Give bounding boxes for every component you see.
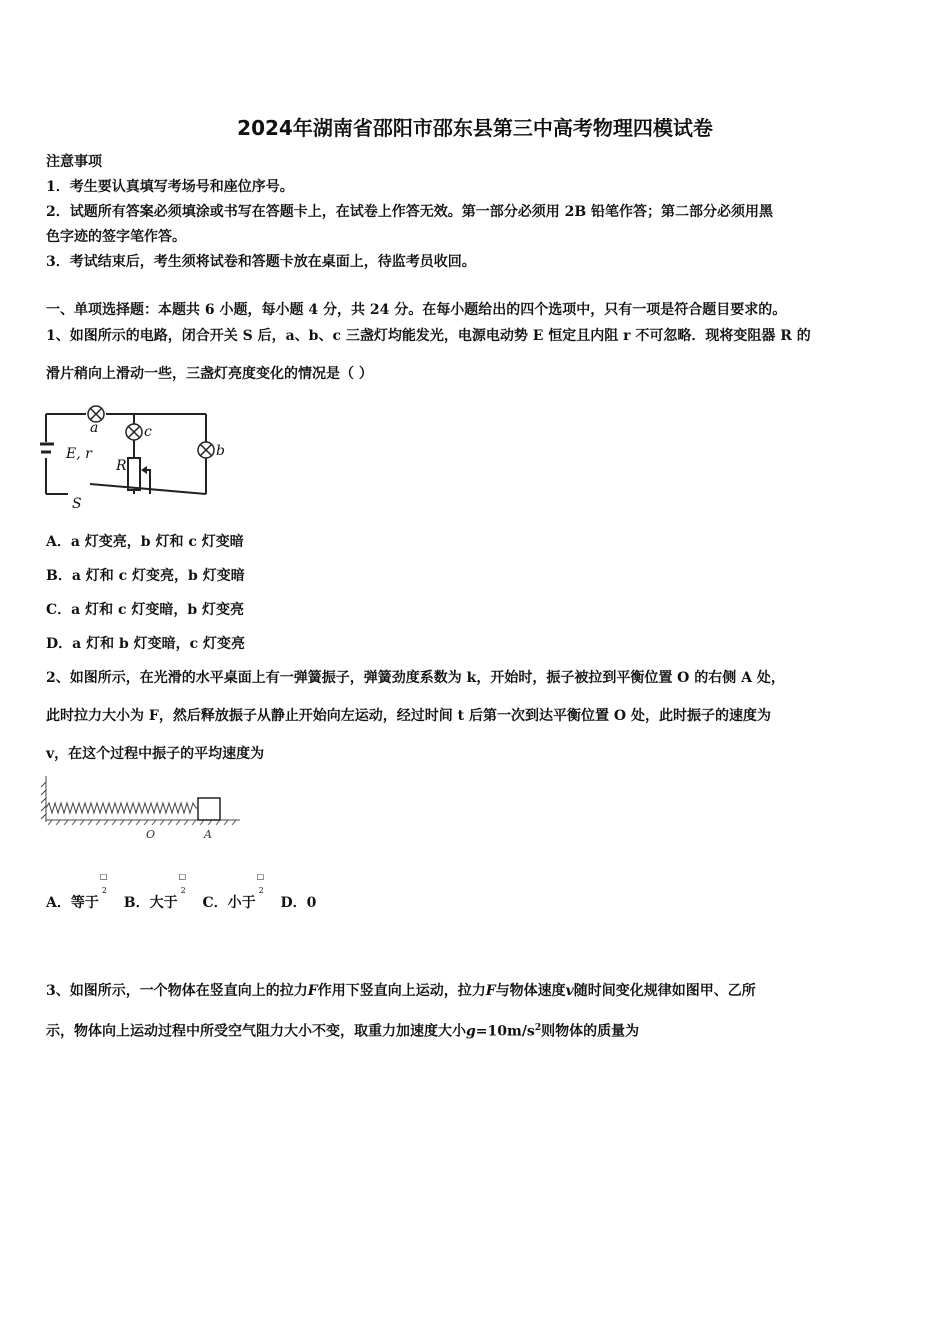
oscillator-block (198, 798, 220, 820)
label-a-point: A (204, 828, 212, 841)
lamp-c-icon (126, 424, 142, 440)
q1-option-c: C．a 灯和 c 灯变暗，b 灯变亮 (46, 602, 245, 618)
label-a: a (90, 420, 99, 436)
q2-stem-line2: 此时拉力大小为 F，然后释放振子从静止开始向左运动，经过时间 t 后第一次到达平衡位置 O 处，此时振子的速度为 (46, 708, 771, 724)
q1-stem-line1: 1、如图所示的电路，闭合开关 S 后，a、b、c 三盏灯均能发光，电源电动势 E 恒定且内阻 r 不可忽略．现将变阻器 R 的 (46, 328, 811, 344)
fraction: □ 2 (256, 872, 265, 895)
section-heading: 一、单项选择题：本题共 6 小题，每小题 4 分，共 24 分。在每小题给出的四个选项中，只有一项是符合题目要求的。 (46, 302, 787, 318)
fraction: □ 2 (178, 872, 187, 895)
spring (46, 803, 198, 813)
q2-stem-line1: 2、如图所示，在光滑的水平桌面上有一弹簧振子，弹簧劲度系数为 k，开始时，振子被拉到平衡位置 O 的右侧 A 处， (46, 670, 785, 686)
q1-option-d: D．a 灯和 b 灯变暗，c 灯变亮 (46, 636, 246, 652)
fraction: □ 2 (99, 872, 108, 895)
label-s: S (72, 496, 82, 512)
notice-item-2-cont: 色字迹的签字笔作答。 (46, 229, 186, 245)
q1-circuit-figure (40, 400, 240, 512)
q1-stem-line2: 滑片稍向上滑动一些，三盏灯亮度变化的情况是（ ） (46, 366, 373, 382)
label-r: R (116, 458, 127, 474)
q2-option-b: B．大于 (123, 895, 178, 911)
q2-stem-line3: v，在这个过程中振子的平均速度为 (46, 746, 265, 762)
q2-spring-figure (40, 776, 245, 844)
notice-heading: 注意事项 (46, 154, 102, 170)
q2-option-a: A．等于 (46, 895, 99, 911)
q1-option-b: B．a 灯和 c 灯变亮，b 灯变暗 (46, 568, 245, 584)
q2-option-c: C．小于 (202, 895, 256, 911)
label-o: O (146, 828, 156, 841)
label-b: b (216, 443, 225, 459)
lamp-b-icon (198, 442, 214, 458)
label-c: c (144, 424, 152, 440)
q2-options (46, 872, 317, 913)
notice-item-1: 1．考生要认真填写考场号和座位序号。 (46, 179, 294, 195)
q3-stem-line2: 示，物体向上运动过程中所受空气阻力大小不变，取重力加速度大小$g=10m/s^2$则物体的质量为 (46, 1023, 640, 1040)
q2-option-d: D．0 (280, 895, 317, 911)
q3-stem-line1: 3、如图所示，一个物体在竖直向上的拉力F作用下竖直向上运动，拉力F与物体速度v随时间变化规律如图甲、乙所 (46, 983, 756, 999)
notice-item-2: 2．试题所有答案必须填涂或书写在答题卡上，在试卷上作答无效。第一部分必须用 2B 铅笔作答；第二部分必须用黑 (46, 204, 774, 220)
notice-item-3: 3．考试结束后，考生须将试卷和答题卡放在桌面上，待监考员收回。 (46, 254, 476, 270)
q1-option-a: A．a 灯变亮，b 灯和 c 灯变暗 (46, 534, 244, 550)
label-er: E, r (66, 446, 92, 462)
page-title: 2024年湖南省邵阳市邵东县第三中高考物理四模试卷 (237, 116, 713, 140)
